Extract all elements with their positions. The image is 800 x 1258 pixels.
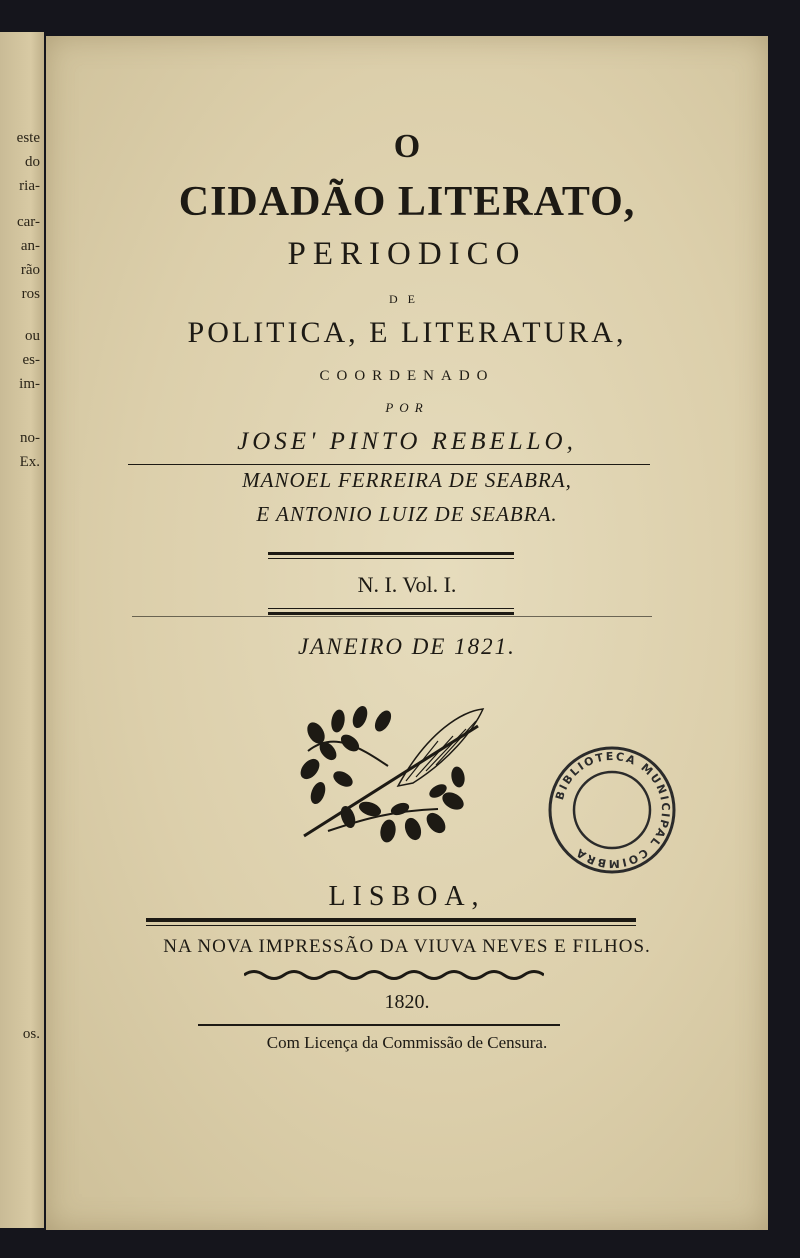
divider-double — [268, 552, 514, 555]
subtitle: PERIODICO — [287, 236, 527, 272]
divider-double — [268, 608, 514, 609]
issue-date: JANEIRO DE 1821. — [298, 634, 516, 659]
divider-double — [268, 612, 514, 615]
divider-thick — [146, 918, 636, 922]
prev-page-text: ria- — [19, 178, 40, 194]
divider-double — [268, 558, 514, 559]
prev-page-text: ros — [21, 286, 40, 302]
library-stamp — [546, 744, 678, 876]
author-3: E ANTONIO LUIZ DE SEABRA. — [256, 502, 558, 526]
divider — [198, 1024, 560, 1026]
prev-page-text: es- — [22, 352, 40, 368]
title-article: O — [393, 128, 421, 165]
by-label: POR — [385, 400, 429, 415]
divider — [146, 925, 636, 926]
quill-laurel-vignette — [288, 691, 488, 851]
prev-page-text: os. — [22, 1026, 40, 1042]
divider — [132, 616, 652, 617]
prev-page-text: rão — [20, 262, 40, 278]
author-2: MANOEL FERREIRA DE SEABRA, — [242, 468, 572, 492]
author-1: JOSE' PINTO REBELLO, — [237, 428, 577, 455]
ornamental-wave-rule — [244, 968, 544, 982]
license-note: Com Licença da Commissão de Censura. — [266, 1033, 548, 1052]
main-title: CIDADÃO LITERATO, — [178, 179, 636, 225]
prev-page-text: an- — [20, 238, 40, 254]
printer: NA NOVA IMPRESSÃO DA VIUVA NEVES E FILHOS. — [163, 936, 651, 957]
prev-page-text: im- — [19, 376, 40, 392]
prev-page-text: car- — [16, 214, 40, 230]
prev-page-text: ou — [25, 328, 40, 344]
print-year: 1820. — [384, 991, 430, 1013]
prev-page-text: Ex. — [19, 454, 40, 470]
coordinated-label: COORDENADO — [319, 368, 495, 384]
prev-page-text: este — [16, 130, 40, 146]
city: LISBOA, — [328, 881, 486, 912]
issue-number: N. I. Vol. I. — [357, 572, 457, 597]
prev-page-text: do — [25, 154, 40, 170]
stamp-text: BIBLIOTECA MUNICIPAL COIMBRA — [553, 749, 673, 871]
previous-page-edge — [0, 32, 44, 1228]
title-page — [46, 36, 768, 1230]
connector-text: DE — [389, 292, 425, 306]
divider — [128, 464, 650, 465]
prev-page-text: no- — [20, 430, 40, 446]
topic-line: POLITICA, E LITERATURA, — [187, 316, 627, 349]
